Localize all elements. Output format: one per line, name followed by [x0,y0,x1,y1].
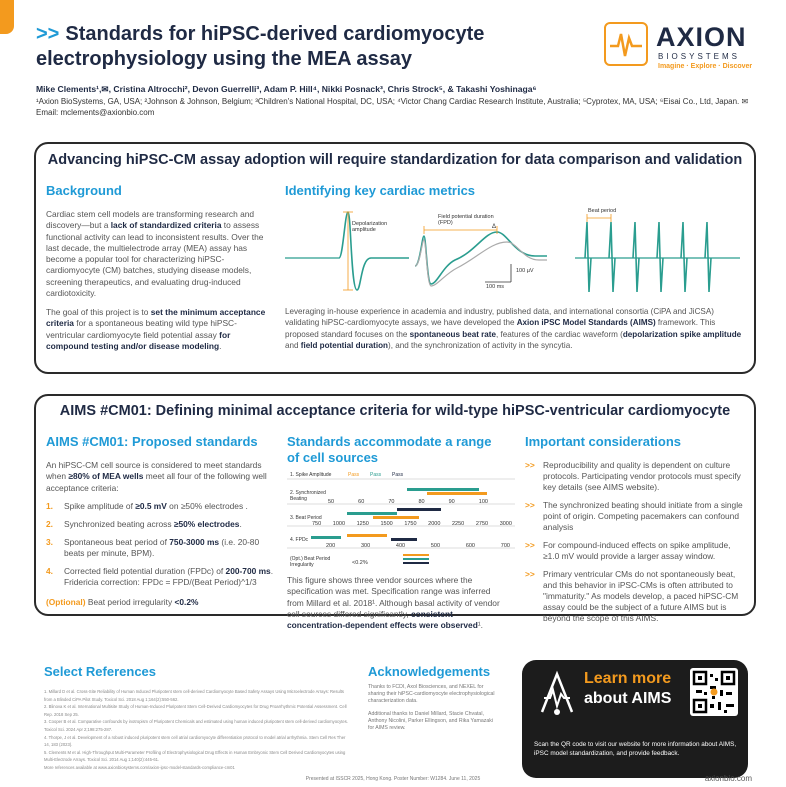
row-label-beat: 3. Beat Period [290,515,322,521]
standard-item: 4. Corrected field potential duration (FPDc) of 200-700 ms. Fridericia correction: FPDc = FPD/(Beat Period)^1/3 [46,566,274,587]
pass-label: Pass [392,472,404,478]
background-heading: Background [46,183,122,198]
row-label-sync: 2. Synchronized Beating [290,490,326,502]
references-heading: Select References [44,664,157,679]
beat-period-trace [575,214,740,292]
learn-more-box[interactable] [522,660,748,778]
optional-criterion: (Optional) Beat period irregularity <0.2% [46,597,199,607]
learn-text: Scan the QR code to visit our website for more information about AIMS, iPSC model standardization, and provide feedback. [534,741,737,757]
reference-item: 1. Millard D et al. Cross-Site Reliability of Human Induced Pluripotent stem cell-derived Cardiomyocyte Based Safety Assays Using Microelectrode Arrays: Results from a Blinded CiPA Pilot Study. Toxicol Sci. 2018 Aug 1;164(2):550-562. [44,689,344,702]
sync-ticks: 50 60 70 80 90 100 [328,499,488,505]
consideration-item: >> Primary ventricular CMs do not spontaneously beat, and this behavior in iPSC-CMs is often attributed to "immaturity." As models develop, a paced hiPSC-CM assay could be the subject of a future AIMS but is beyond the scope of this AIMS. [525,569,739,623]
standard-item: 3. Spontaneous beat period of 750-3000 ms (i.e. 20-80 beats per minute, BPM). [46,537,260,558]
standard-item: 1. Spike amplitude of ≥0.5 mV on ≥50% electrodes . [46,501,248,511]
label-delta: Δ [492,224,497,230]
range-bar-sync [407,488,479,491]
acknowledgements-text [368,684,500,732]
qr-code-icon[interactable] [690,668,738,716]
corner-tab [0,0,14,34]
range-bar-beat [373,516,419,519]
standards-intro: An hiPSC-CM cell source is considered to meet standards when ≥80% of MEA wells meet all four of the following well acceptance criteria: [46,460,267,493]
legend-swatch [403,558,429,560]
reference-item: 3. Cooper B et al. Comparative confounds by inotropism of Pluripotent Chemicals and estimated using human induced pluripotent stem cell-derived cardiomyocytes. Toxicol Sci. 2024 Apr 2;198:275-287. [44,719,348,732]
range-bar-fpd [311,536,341,539]
logo-tagline: Imagine · Explore · Discover [658,63,753,70]
reference-link[interactable]: More references available at www.axionbiosystems.com/axion-ipsc-model-standards-compliance-cm01 [44,764,235,770]
standard-item: 2. Synchronized beating across ≥50% electrodes. [46,519,242,529]
label-fpd: Field potential duration (FPD) [438,214,494,226]
label-beat-period: Beat period [588,208,617,214]
label-scale-x: 100 ms [486,284,505,290]
ack-p1: Thanks to FCDI, Axol Biosciences, and NEXEL for sharing their hiPSC-cardiomyocyte electrophysiological characterization data. [368,684,495,704]
label-scale-y: 100 µV [516,268,534,274]
footer-text: Presented at ISSCR 2025, Hong Kong. Poster Number: W1284. June 11, 2025 [305,776,481,782]
background-p1: Cardiac stem cell models are transforming research and discovery—but a lack of standardized criteria to assess functional activity can lead to inconsistent results. Over the last decade, the multielectrode array (MEA) assay has become a popular tool for characterizing hiPSC-cardiomyocyte (CM) batches, studying disease models, screening therapeutics, and evaluating drug-induced cardiotoxicity. [46,209,264,299]
aims-logo-icon [534,668,580,720]
legend-swatch [403,554,429,556]
title-text: Standards for hiPSC-derived cardiomyocyte electrophysiology using the MEA assay [36,23,485,70]
panel1-title: Advancing hiPSC-CM assay adoption will require standardization for data comparison and validation [47,152,743,168]
learn-title-1: Learn more [584,670,672,687]
poster-title [36,22,596,72]
affiliations: ¹Axion BioSystems, GA, USA; ²Johnson & Johnson, Belgium; ³Children's National Hospital, DC, USA; ⁴Victor Chang Cardiac Research Institute, Australia; ⁵Cyprotex, MA, USA; ⁶Eisai Co., Ltd, Japan. ✉ Email: mclements@axionbio.com [36,97,749,117]
range-bar-sync [427,492,487,495]
footer-url[interactable]: axionbio.com [704,774,752,783]
authors: Mike Clements¹,✉, Cristina Altrocchi², Devon Guerrelli³, Adam P. Hill⁴, Nikki Posnack³, Chris Strock⁵, & Takashi Yoshinaga⁶ [36,84,537,94]
considerations-heading: Important considerations [525,434,682,449]
panel2-title: AIMS #CM01: Defining minimal acceptance criteria for wild-type hiPSC-ventricular cardiomyocyte [59,403,731,419]
irregularity-tick: <0.2% [352,560,368,566]
standards-list [46,501,280,595]
reference-item: 2. Blinova K et al. International Multisite Study of Human-Induced Pluripotent Stem Cell-Derived Cardiomyocytes for Drug Proarrhythmic Potential Assessment. Cell Rep. 2018 Sep 25. [44,704,347,717]
consideration-item: >> The synchronized beating should initiate from a single point of origin. Competing pacemakers can confound analysis [525,500,743,532]
row-label-irregularity: (Opt.) Beat Period Irregularity [290,556,331,568]
range-bar-beat [347,512,397,515]
row-label-fpd: 4. FPDc [290,537,309,543]
pass-label: Pass [370,472,382,478]
reference-item: 4. Thorpe, J et al. Development of a robust induced pluripotent stem cell atrial cardiomyocyte differentiation protocol to model atrial arrhythmia. Stem Cell Res Ther 14, 183 (2023). [44,734,346,748]
range-bar-fpd [347,534,387,537]
reference-item: 5. Clements M et al. High-Throughput Multi-Parameter Profiling of Electrophysiological Drug Effects in Human Embryonic Stem Cell Derived Cardiomyocytes using Multi-Electrode Arrays. Toxicol Sci. 2014 Aug 1;140(2):445-61. [44,749,346,763]
background-p2: The goal of this project is to set the minimum acceptance criteria for a spontaneous beating wild type hiPSC-ventricular cardiomyocyte field potential assay for compound testing and/or disease modeling. [46,307,266,351]
fpd-ticks: 200 300 400 500 600 700 [326,543,510,549]
accommodate-text: This figure shows three vendor sources where the specification was met. Specification range was inferred from Millard et al. 2018¹. Although basal activity of vendor cell sources differed significantly, consistent concentration-dependent effects were observed¹. [287,575,500,631]
beat-ticks: 750 1000 1250 1500 1750 2000 2250 2750 3000 [312,521,512,527]
standards-heading: AIMS #CM01: Proposed standards [46,434,258,449]
acknowledgements-heading: Acknowledgements [368,664,491,679]
accommodate-heading: Standards accommodate a range of cell sources [287,434,492,465]
fpd-waveform [415,226,547,286]
heartbeat-logo-icon [604,22,648,66]
pass-label: Pass [348,472,360,478]
metrics-text: Leveraging in-house experience in academia and industry, published data, and international consortia (CiPA and JiCSA) validating hiPSC-cardiomyocyte assays, we have developed the Axion iPSC Model Standards (AIMS) framework. This proposed standard focuses on the spontaneous beat rate, features of the cardiac waveform (depolarization spike amplitude and field potential duration), and the synchronization of activity in the syncytia. [285,307,742,350]
label-depolarization: Depolarization amplitude [352,221,388,233]
considerations-list [525,460,745,631]
ack-p2: Additional thanks to Daniel Millard, Stacie Chvatal, Anthony Nicolini, Parker Ellingson, and Rika Yamazaki for AIMS review. [368,711,493,731]
consideration-item: >> For compound-induced effects on spike amplitude, ≥1.0 mV would provide a larger assay window. [525,540,731,561]
logo-sub: BIOSYSTEMS [658,52,741,61]
waveform-illustration [285,202,745,298]
logo-name: AXION [656,22,747,52]
references-list [44,688,348,772]
title-chevrons: >> [36,23,60,45]
legend-swatch [403,562,429,564]
row-label-spike: 1. Spike Amplitude [290,472,332,478]
consideration-item: >> Reproducibility and quality is dependent on culture protocols. Participating vendor protocols must specify key details (see AIMS website). [525,460,741,492]
range-bar-beat [397,508,441,511]
axion-logo [604,22,764,74]
learn-title-2: about AIMS [584,690,672,707]
metrics-heading: Identifying key cardiac metrics [285,183,476,198]
range-bar-fpd [391,538,417,541]
